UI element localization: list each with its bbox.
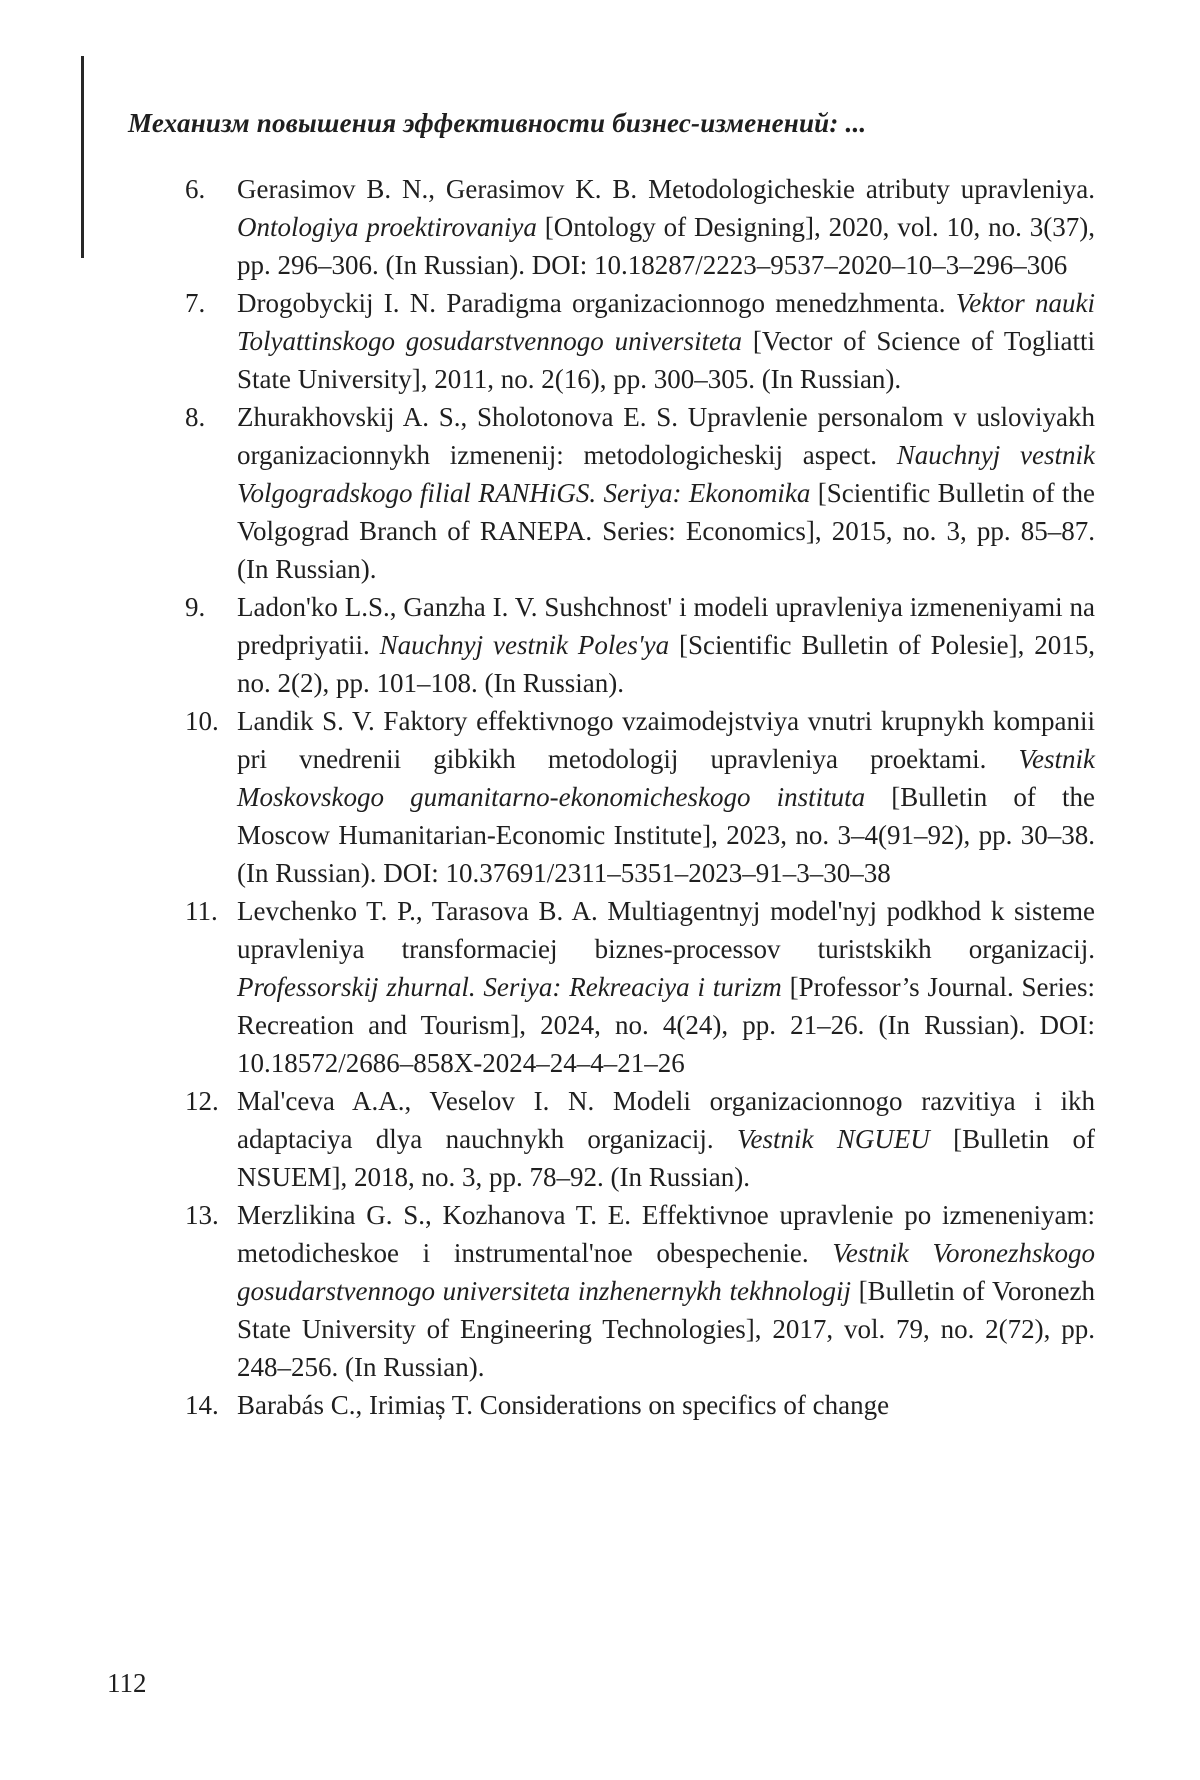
reference-number: 14. [185, 1390, 219, 1420]
reference-text [237, 1390, 889, 1420]
reference-number: 9. [185, 592, 206, 622]
reference-text-segment: [Scientific Bulletin of Polesie], 2015, no. 2(2), pp. 101–108. (In Russian). [237, 630, 1095, 698]
reference-number: 10. [185, 706, 219, 736]
reference-text-segment: Merzlikina G. S., Kozhanova T. E. Effektivnoe upravlenie po izmeneniyam: metodicheskoe i instrumental'noe obespechenie. [237, 1200, 1095, 1268]
reference-text-segment: Landik S. V. Faktory effektivnogo vzaimodejstviya vnutri krupnykh kompanii pri vnedrenii gibkikh metodologij upravleniya proektami. [237, 706, 1095, 774]
reference-item [185, 170, 1095, 284]
reference-text [237, 288, 1095, 394]
reference-text-segment: [Vector of Science of Togliatti State University], 2011, no. 2(16), pp. 300–305. (In Russian). [237, 326, 1095, 394]
reference-text [237, 706, 1095, 888]
journal-title: Professorskij zhurnal. Seriya: Rekreaciya i turizm [237, 972, 782, 1002]
reference-text [237, 896, 1095, 1078]
reference-number: 7. [185, 288, 206, 318]
journal-title: Ontologiya proektirovaniya [237, 212, 537, 242]
reference-number: 11. [185, 896, 218, 926]
reference-number: 13. [185, 1200, 219, 1230]
journal-title: Nauchnyj vestnik Volgogradskogo filial RANHiGS. Seriya: Ekonomika [237, 440, 1095, 508]
running-header: Механизм повышения эффективности бизнес-изменений: ... [128, 108, 867, 138]
reference-item [185, 1386, 1095, 1424]
page-number: 112 [107, 1668, 147, 1698]
reference-text-segment: Ladon'ko L.S., Ganzha I. V. Sushchnost' i modeli upravleniya izmeneniyami na predpriyatii. [237, 592, 1095, 660]
journal-title: Vestnik NGUEU [736, 1124, 930, 1154]
reference-text-segment: [Scientific Bulletin of the Volgograd Branch of RANEPA. Series: Economics], 2015, no. 3, pp. 85–87. (In Russian). [237, 478, 1095, 584]
reference-text-segment: Zhurakhovskij A. S., Sholotonova E. S. Upravlenie personalom v usloviyakh organizacionnykh izmenenij: metodologicheskij aspect. [237, 402, 1095, 470]
reference-list [185, 170, 1095, 1424]
reference-text-segment: [Professor’s Journal. Series: Recreation and Tourism], 2024, no. 4(24), pp. 21–26. (In Russian). DOI: 10.18572/2686–858X-2024–24–4–21–26 [237, 972, 1096, 1078]
journal-title: Vestnik Voronezhskogo gosudarstvennogo universiteta inzhenernykh tekhnologij [237, 1238, 1095, 1306]
journal-title: Nauchnyj vestnik Poles'ya [379, 630, 670, 660]
reference-text-segment: Gerasimov B. N., Gerasimov K. B. Metodologicheskie atributy upravleniya. [237, 174, 1095, 204]
reference-number: 12. [185, 1086, 219, 1116]
reference-item [185, 892, 1095, 1082]
margin-rule [81, 56, 84, 258]
reference-text-segment: [Bulletin of Voronezh State University of Engineering Technologies], 2017, vol. 79, no. 2(72), pp. 248–256. (In Russian). [237, 1276, 1095, 1382]
reference-text [237, 1086, 1095, 1192]
reference-item [185, 588, 1095, 702]
reference-text-segment: [Bulletin of the Moscow Humanitarian-Economic Institute], 2023, no. 3–4(91–92), pp. 30–38. (In Russian). DOI: 10.37691/2311–5351–2023–91–3–30–38 [237, 782, 1095, 888]
reference-item [185, 1196, 1095, 1386]
reference-text-segment: Drogobyckij I. N. Paradigma organizacionnogo menedzhmenta. [237, 288, 956, 318]
reference-text [237, 592, 1095, 698]
journal-title: Vektor nauki Tolyattinskogo gosudarstvennogo universiteta [237, 288, 1095, 356]
reference-item [185, 398, 1095, 588]
reference-text-segment: Barabás C., Irimiaș T. Considerations on specifics of change [237, 1390, 890, 1420]
reference-text-segment: Mal'ceva A.A., Veselov I. N. Modeli organizacionnogo razvitiya i ikh adaptaciya dlya nauchnykh organizacij. [237, 1086, 1095, 1154]
journal-title: Vestnik Moskovskogo gumanitarno-ekonomicheskogo instituta [237, 744, 1095, 812]
reference-item [185, 284, 1095, 398]
reference-text [237, 1200, 1095, 1382]
reference-item [185, 702, 1095, 892]
reference-text-segment: Levchenko T. P., Tarasova B. A. Multiagentnyj model'nyj podkhod k sisteme upravleniya transformaciej biznes-processov turistskikh organizacij. [237, 896, 1095, 964]
reference-text-segment: [Bulletin of NSUEM], 2018, no. 3, pp. 78–92. (In Russian). [237, 1124, 1095, 1192]
reference-text [237, 174, 1095, 280]
reference-item [185, 1082, 1095, 1196]
reference-text [237, 402, 1095, 584]
reference-number: 6. [185, 174, 206, 204]
reference-number: 8. [185, 402, 206, 432]
reference-text-segment: [Ontology of Designing], 2020, vol. 10, no. 3(37), pp. 296–306. (In Russian). DOI: 10.18287/2223–9537–2020–10–3–296–306 [237, 212, 1096, 280]
